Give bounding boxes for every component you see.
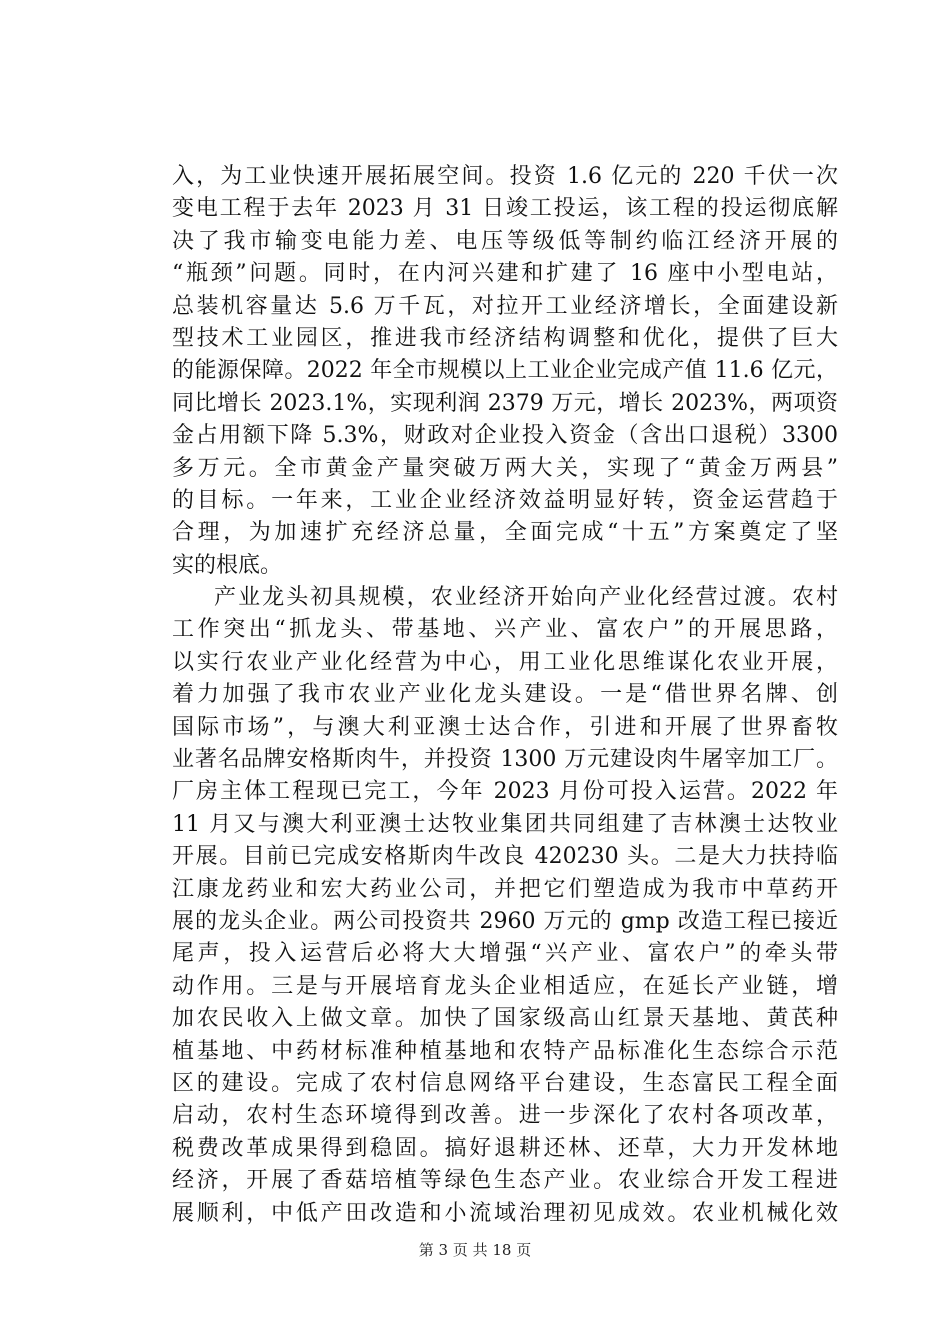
text-line: 变电工程于去年 2023 月 31 日竣工投运，该工程的投运彻底解: [172, 196, 838, 222]
text-line: 11 月又与澳大利亚澳士达牧业集团共同组建了吉林澳士达牧业: [172, 811, 838, 837]
text-line: 植基地、中药材标准种植基地和农特产品标准化生态综合示范: [172, 1038, 838, 1064]
text-line: 展顺利，中低产田改造和小流域治理初见成效。农业机械化效: [172, 1200, 838, 1226]
text-line: 实的根底。: [172, 552, 283, 578]
page-number-footer: 第 3 页 共 18 页: [418, 1241, 532, 1259]
text-line: 经济，开展了香菇培植等绿色生态产业。农业综合开发工程进: [172, 1168, 838, 1194]
text-line: 开展。目前已完成安格斯肉牛改良 420230 头。二是大力扶持临: [172, 844, 838, 870]
text-line: 产业龙头初具规模，农业经济开始向产业化经营过渡。农村: [214, 585, 838, 611]
text-line: 税费改革成果得到稳固。搞好退耕还林、还草，大力开发林地: [172, 1135, 838, 1161]
text-line: 区的建设。完成了农村信息网络平台建设，生态富民工程全面: [172, 1070, 838, 1096]
text-line: 以实行农业产业化经营为中心，用工业化思维谋化农业开展，: [172, 649, 838, 675]
text-line: 尾声，投入运营后必将大大增强“兴产业、富农户”的牵头带: [172, 941, 838, 967]
body-text: [172, 161, 838, 1230]
text-line: 决了我市输变电能力差、电压等级低等制约临江经济开展的: [172, 228, 838, 254]
text-line: “瓶颈”问题。同时，在内河兴建和扩建了 16 座中小型电站，: [172, 261, 838, 287]
text-line: 总装机容量达 5.6 万千瓦，对拉开工业经济增长，全面建设新: [172, 293, 838, 319]
text-line: 的能源保障。2022 年全市规模以上工业企业完成产值 11.6 亿元，: [172, 358, 838, 384]
text-line: 启动，农村生态环境得到改善。进一步深化了农村各项改革，: [172, 1103, 838, 1129]
text-line: 江康龙药业和宏大药业公司，并把它们塑造成为我市中草药开: [172, 876, 838, 902]
text-line: 着力加强了我市农业产业化龙头建设。一是“借世界名牌、创: [172, 682, 838, 708]
text-line: 业著名品牌安格斯肉牛，并投资 1300 万元建设肉牛屠宰加工厂。: [172, 747, 838, 773]
text-line: 国际市场”，与澳大利亚澳士达合作，引进和开展了世界畜牧: [172, 714, 838, 740]
text-line: 合理，为加速扩充经济总量，全面完成“十五”方案奠定了坚: [172, 520, 838, 546]
text-line: 加农民收入上做文章。加快了国家级高山红景天基地、黄芪种: [172, 1006, 838, 1032]
text-line: 厂房主体工程现已完工，今年 2023 月份可投入运营。2022 年: [172, 779, 838, 805]
text-line: 同比增长 2023.1%，实现利润 2379 万元，增长 2023%，两项资: [172, 390, 838, 416]
text-line: 多万元。全市黄金产量突破万两大关，实现了“黄金万两县”: [172, 455, 838, 481]
paragraph-agriculture: [172, 582, 838, 1230]
text-line: 金占用额下降 5.3%，财政对企业投入资金（含出口退税）3300: [172, 423, 838, 449]
text-line: 入，为工业快速开展拓展空间。投资 1.6 亿元的 220 千伏一次: [172, 164, 838, 189]
text-line: 工作突出“抓龙头、带基地、兴产业、富农户”的开展思路，: [172, 617, 838, 643]
text-line: 动作用。三是与开展培育龙头企业相适应，在延长产业链，增: [172, 973, 838, 999]
paragraph-industry: [172, 161, 838, 582]
text-line: 展的龙头企业。两公司投资共 2960 万元的 gmp 改造工程已接近: [172, 908, 838, 934]
text-line: 的目标。一年来，工业企业经济效益明显好转，资金运营趋于: [172, 487, 838, 513]
text-line: 型技术工业园区，推进我市经济结构调整和优化，提供了巨大: [172, 325, 838, 351]
